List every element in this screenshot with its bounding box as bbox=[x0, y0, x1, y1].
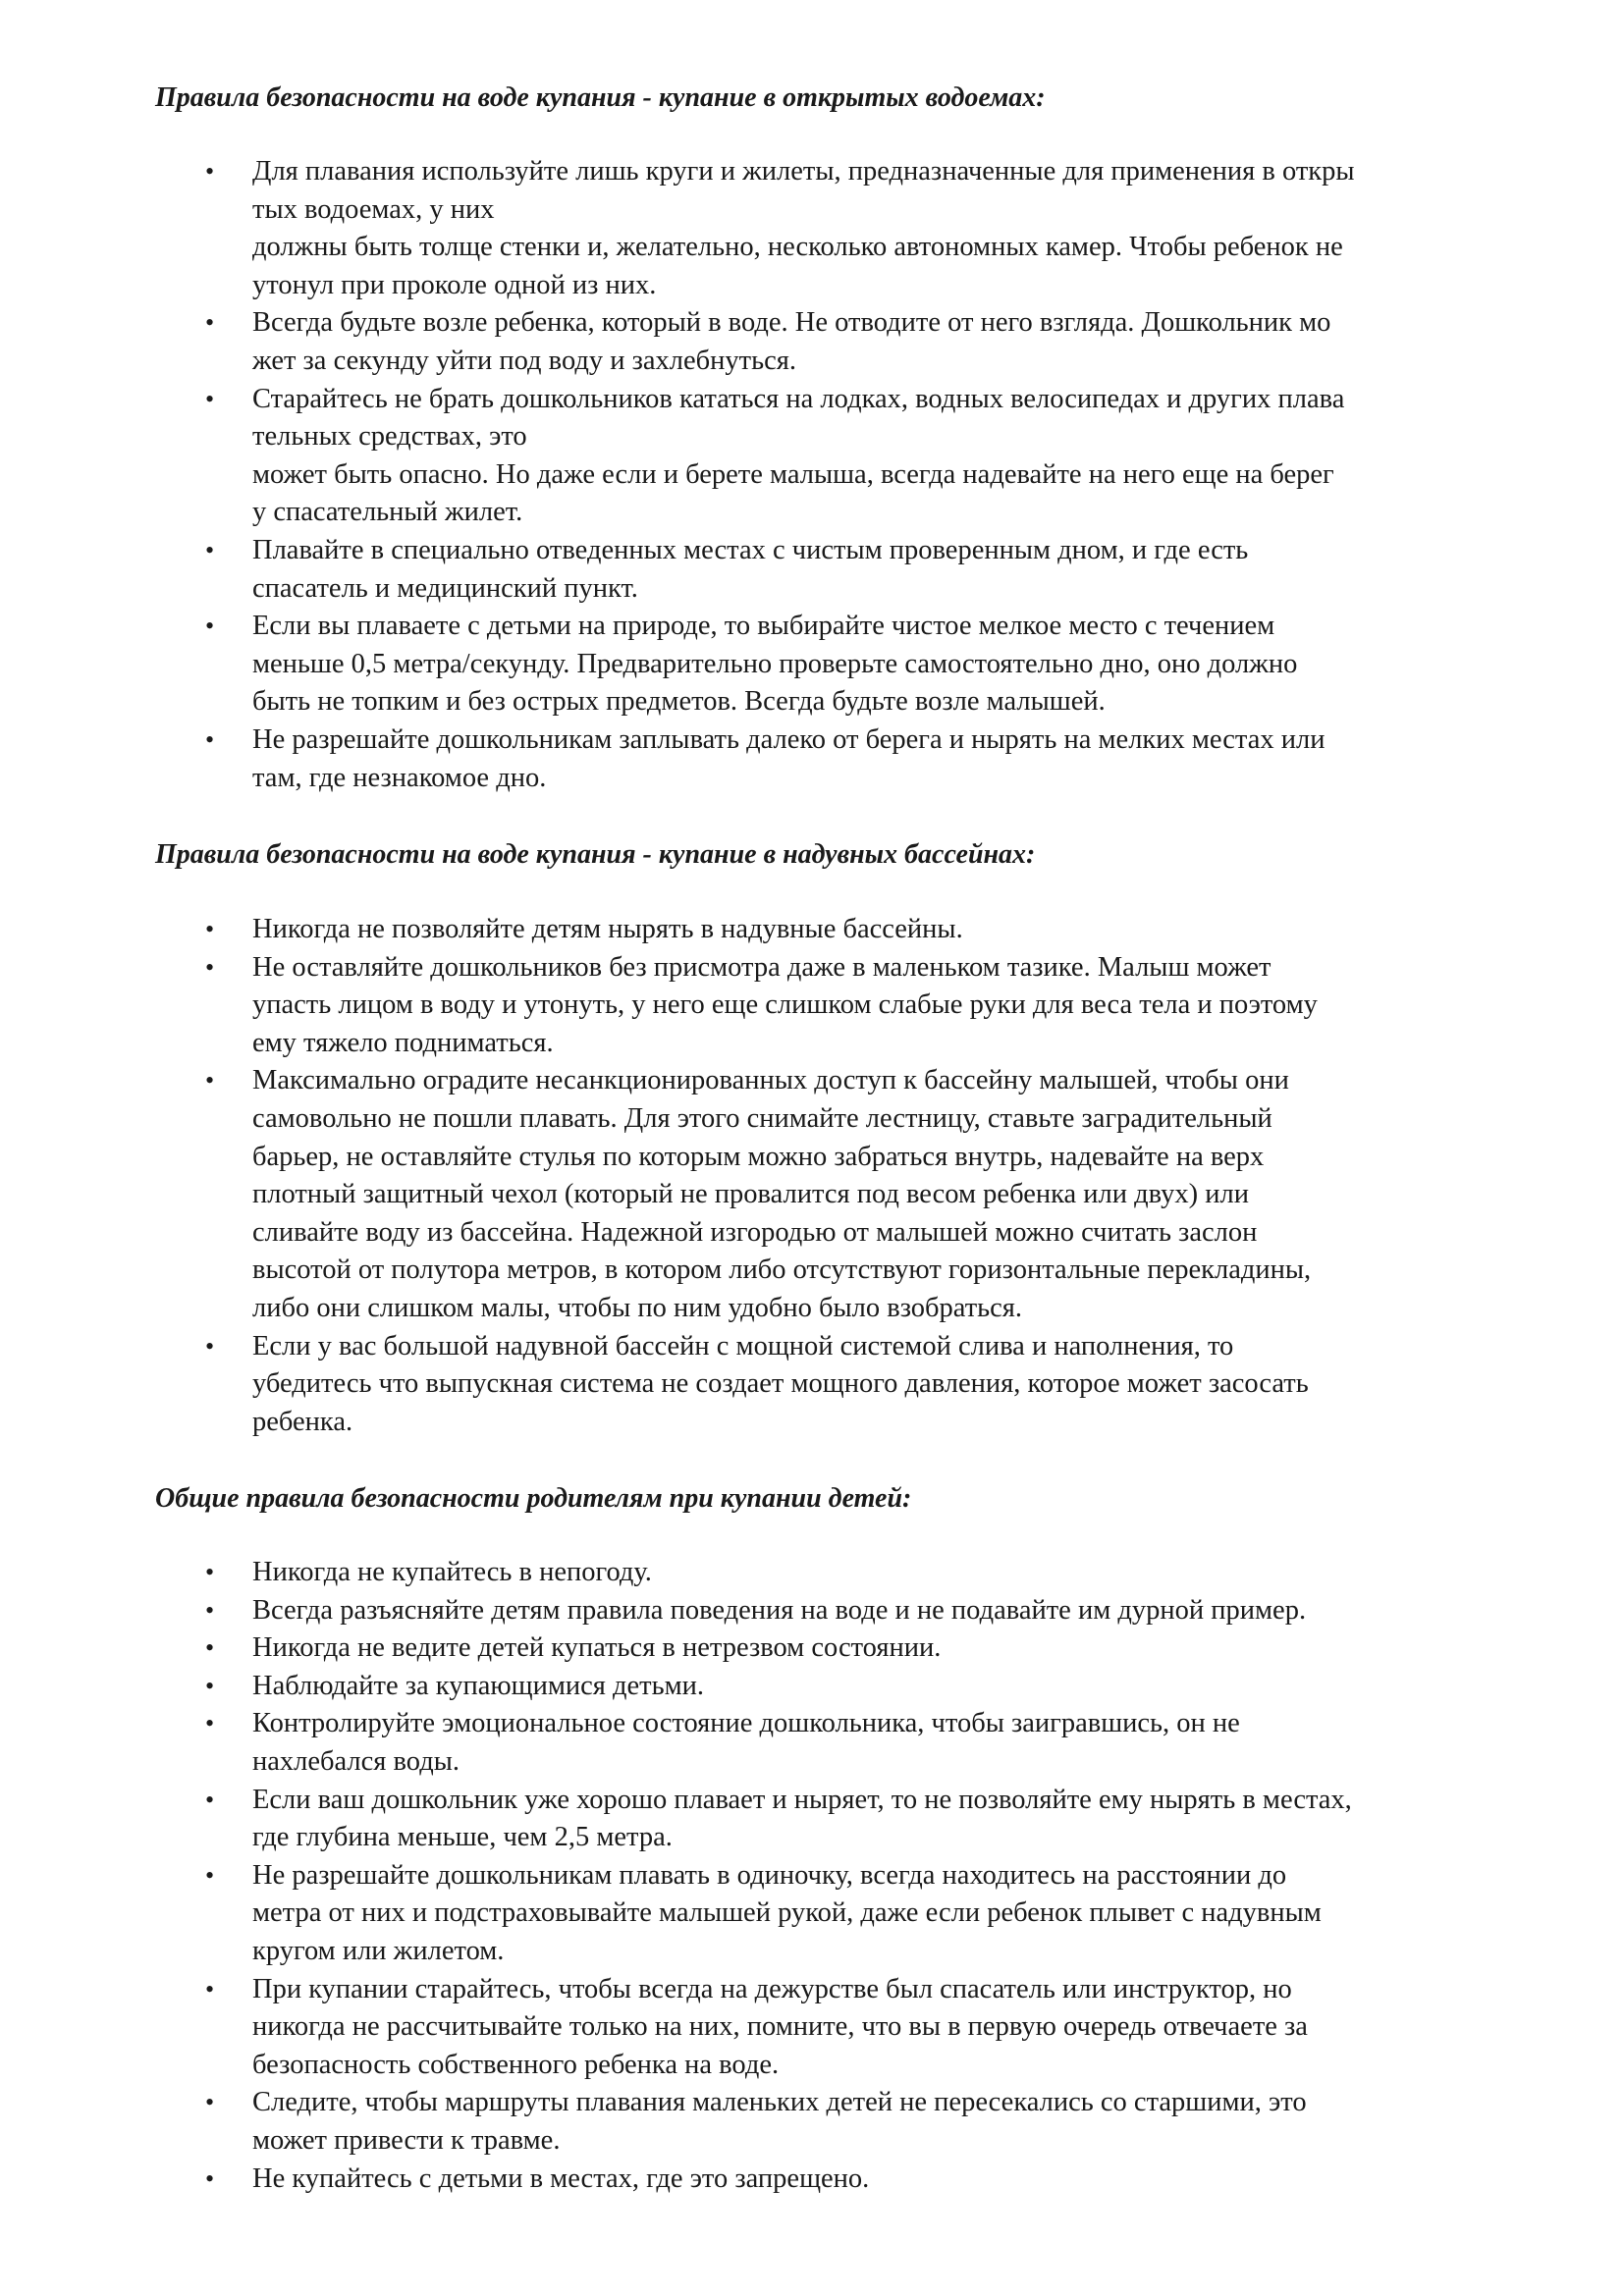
list-item-text-line: Максимально оградите несанкционированных доступ к бассейну малышей, чтобы они bbox=[252, 1065, 1289, 1096]
list-item-text-line: у спасательный жилет. bbox=[252, 497, 523, 528]
bullet-icon: • bbox=[205, 1974, 215, 2003]
list-item bbox=[0, 1782, 1578, 1857]
list-item-text-line: Если у вас большой надувной бассейн с мощной системой слива и наполнения, то bbox=[252, 1330, 1234, 1362]
list-item bbox=[0, 1668, 1578, 1706]
list-item-text-line: где глубина меньше, чем 2,5 метра. bbox=[252, 1822, 673, 1853]
list-item bbox=[0, 721, 1578, 797]
list-item-text-line: Никогда не ведите детей купаться в нетрезвом состоянии. bbox=[252, 1632, 942, 1664]
list-item bbox=[0, 949, 1578, 1063]
bullet-icon: • bbox=[205, 1860, 215, 1890]
section-heading: Правила безопасности на воде купания - купание в надувных бассейнах: bbox=[155, 839, 1036, 870]
list-item bbox=[0, 153, 1578, 304]
bullet-icon: • bbox=[205, 535, 215, 564]
bullet-icon: • bbox=[205, 1671, 215, 1700]
list-item-text-line: тых водоемах, у них bbox=[252, 193, 495, 225]
bullet-icon: • bbox=[205, 1785, 215, 1814]
list-item-text-line: метра от них и подстраховывайте малышей рукой, даже если ребенок плывет с надувным bbox=[252, 1897, 1322, 1929]
bullet-icon: • bbox=[205, 952, 215, 982]
list-item-text-line: ему тяжело подниматься. bbox=[252, 1027, 554, 1058]
list-item-text-line: жет за секунду уйти под воду и захлебнуться. bbox=[252, 345, 796, 376]
bullet-icon: • bbox=[205, 384, 215, 413]
rules-list bbox=[0, 1554, 1623, 2198]
list-item-text-line: Никогда не купайтесь в непогоду. bbox=[252, 1557, 652, 1587]
bullet-icon: • bbox=[205, 157, 215, 186]
list-item-text-line: ребенка. bbox=[252, 1406, 353, 1437]
list-item-text-line: При купании старайтесь, чтобы всегда на дежурстве был спасатель или инструктор, но bbox=[252, 1973, 1292, 2004]
list-item-text-line: может быть опасно. Но даже если и берете малыша, всегда надевайте на него еще на берег bbox=[252, 458, 1334, 490]
list-item-text-line: нахлебался воды. bbox=[252, 1745, 460, 1777]
list-item bbox=[0, 1629, 1578, 1668]
bullet-icon: • bbox=[205, 1709, 215, 1738]
list-item-text-line: Не купайтесь с детьми в местах, где это запрещено. bbox=[252, 2163, 870, 2194]
list-item-text-line: кругом или жилетом. bbox=[252, 1935, 505, 1966]
section-heading: Правила безопасности на воде купания - купание в открытых водоемах: bbox=[155, 82, 1046, 113]
list-item-text-line: Плавайте в специально отведенных местах с чистым проверенным дном, и где есть bbox=[252, 534, 1249, 565]
bullet-icon: • bbox=[205, 2088, 215, 2117]
list-item-text-line: Не разрешайте дошкольникам заплывать далеко от берега и нырять на мелких местах или bbox=[252, 723, 1325, 755]
list-item-text-line: Не оставляйте дошкольников без присмотра даже в маленьком тазике. Малыш может bbox=[252, 951, 1271, 983]
list-item-text-line: Наблюдайте за купающимися детьми. bbox=[252, 1670, 705, 1701]
list-item-text-line: Старайтесь не брать дошкольников кататься на лодках, водных велосипедах и других плава bbox=[252, 383, 1345, 414]
list-item-text-line: Всегда будьте возле ребенка, который в воде. Не отводите от него взгляда. Дошкольник мо bbox=[252, 307, 1331, 339]
bullet-icon: • bbox=[205, 2163, 215, 2193]
bullet-icon: • bbox=[205, 1558, 215, 1586]
list-item bbox=[0, 2084, 1578, 2160]
rules-list bbox=[0, 911, 1623, 1441]
list-item-text-line: либо они слишком малы, чтобы по ним удобно было взобраться. bbox=[252, 1292, 1023, 1323]
list-item-text-line: утонул при проколе одной из них. bbox=[252, 269, 657, 300]
list-item-text-line: Контролируйте эмоциональное состояние дошкольника, чтобы заигравшись, он не bbox=[252, 1708, 1240, 1739]
list-item bbox=[0, 381, 1578, 532]
list-item-text-line: Следите, чтобы маршруты плавания маленьких детей не пересекались со старшими, это bbox=[252, 2087, 1307, 2118]
bullet-icon: • bbox=[205, 1595, 215, 1625]
section-heading: Общие правила безопасности родителям при купании детей: bbox=[155, 1483, 912, 1514]
bullet-icon: • bbox=[205, 915, 215, 943]
list-item-text-line: Не разрешайте дошкольникам плавать в одиночку, всегда находитесь на расстоянии до bbox=[252, 1859, 1287, 1891]
list-item-text-line: плотный защитный чехол (который не провалится под весом ребенка или двух) или bbox=[252, 1179, 1249, 1210]
bullet-icon: • bbox=[205, 308, 215, 338]
list-item-text-line: Если ваш дошкольник уже хорошо плавает и ныряет, то не позволяйте ему нырять в местах, bbox=[252, 1784, 1352, 1815]
list-item-text-line: безопасность собственного ребенка на воде. bbox=[252, 2049, 780, 2080]
list-item-text-line: Никогда не позволяйте детям нырять в надувные бассейны. bbox=[252, 914, 963, 944]
list-item-text-line: никогда не рассчитывайте только на них, помните, что вы в первую очередь отвечаете за bbox=[252, 2011, 1308, 2043]
list-item-text-line: там, где незнакомое дно. bbox=[252, 762, 547, 793]
list-item bbox=[0, 2161, 1578, 2199]
list-item bbox=[0, 1592, 1578, 1630]
list-item bbox=[0, 532, 1578, 608]
list-item-text-line: спасатель и медицинский пункт. bbox=[252, 572, 638, 604]
bullet-icon: • bbox=[205, 724, 215, 754]
list-item bbox=[0, 911, 1578, 949]
list-item-text-line: Всегда разъясняйте детям правила поведения на воде и не подавайте им дурной пример. bbox=[252, 1594, 1307, 1626]
bullet-icon: • bbox=[205, 1633, 215, 1663]
list-item-text-line: высотой от полутора метров, в котором либо отсутствуют горизонтальные перекладины, bbox=[252, 1255, 1312, 1286]
list-item bbox=[0, 1705, 1578, 1781]
list-item-text-line: упасть лицом в воду и утонуть, у него еще слишком слабые руки для веса тела и поэтому bbox=[252, 989, 1318, 1021]
list-item bbox=[0, 1328, 1578, 1442]
bullet-icon: • bbox=[205, 612, 215, 641]
list-item-text-line: быть не топким и без острых предметов. Всегда будьте возле малышей. bbox=[252, 686, 1106, 718]
bullet-icon: • bbox=[205, 1331, 215, 1361]
list-item-text-line: должны быть толще стенки и, желательно, несколько автономных камер. Чтобы ребенок не bbox=[252, 232, 1343, 263]
list-item-text-line: может привести к травме. bbox=[252, 2124, 561, 2156]
list-item-text-line: Если вы плаваете с детьми на природе, то выбирайте чистое мелкое место с течением bbox=[252, 611, 1275, 642]
list-item bbox=[0, 608, 1578, 721]
list-item-text-line: барьер, не оставляйте стулья по которым можно забраться внутрь, надевайте на верх bbox=[252, 1141, 1265, 1172]
list-item-text-line: сливайте воду из бассейна. Надежной изгородью от малышей можно считать заслон bbox=[252, 1216, 1258, 1248]
list-item-text-line: убедитесь что выпускная система не создает мощного давления, которое может засосать bbox=[252, 1368, 1309, 1400]
bullet-icon: • bbox=[205, 1066, 215, 1095]
list-item bbox=[0, 1554, 1578, 1592]
list-item bbox=[0, 1857, 1578, 1971]
list-item bbox=[0, 1062, 1578, 1327]
list-item-text-line: тельных средствах, это bbox=[252, 421, 527, 453]
list-item bbox=[0, 304, 1578, 380]
rules-list bbox=[0, 153, 1623, 797]
list-item bbox=[0, 1971, 1578, 2085]
list-item-text-line: меньше 0,5 метра/секунду. Предварительно проверьте самостоятельно дно, оно должно bbox=[252, 648, 1298, 679]
list-item-text-line: Для плавания используйте лишь круги и жилеты, предназначенные для применения в откры bbox=[252, 156, 1355, 187]
list-item-text-line: самовольно не пошли плавать. Для этого снимайте лестницу, ставьте заградительный bbox=[252, 1102, 1272, 1134]
